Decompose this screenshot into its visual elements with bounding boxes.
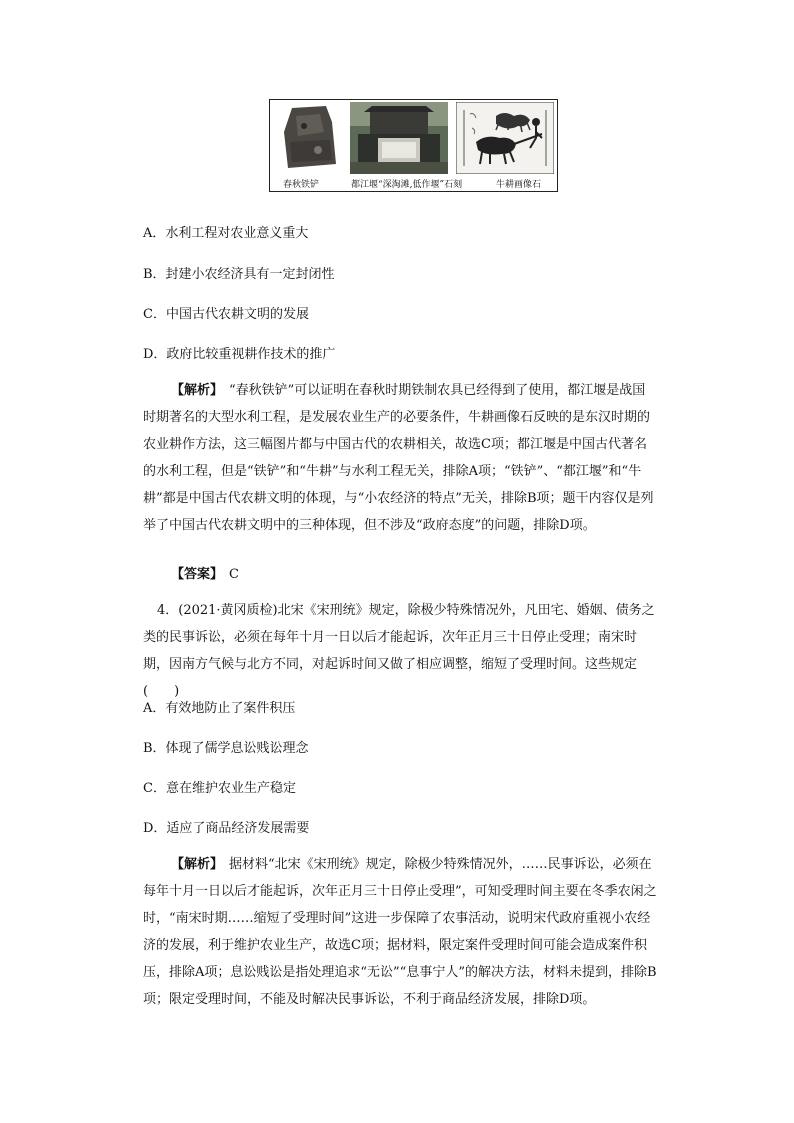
q3-answer <box>143 563 239 582</box>
q4-analysis <box>143 851 658 1013</box>
history-figure <box>269 99 558 192</box>
caption-dujiangyan: 都江堰“深淘滩,低作堰”石刻 <box>351 180 463 190</box>
q4-stem-text: 4．(2021·黄冈质检)北宋《宋刑统》规定，除极少特殊情况外，凡田宅、婚姻、债务之类的民事诉讼，必须在每年十月一日以后才能起诉，次年正月三十日停止受理；南宋时期，因南方气候与北方不同，对起诉时间又做了相应调整，缩短了受理时间。这些规定( ) <box>143 603 655 699</box>
q4-option-c: C．意在维护农业生产稳定 <box>143 781 296 796</box>
q4-stem <box>143 597 658 705</box>
q4-analysis-text: 据材料“北宋《宋刑统》规定，除极少特殊情况外，……民事诉讼，必须在每年十月一日以后才能起诉，次年正月三十日停止受理”，可知受理时间主要在冬季农闲之时，“南宋时期……缩短了受理时间”这进一步保障了农事活动，说明宋代政府重视小农经济的发展，利于维护农业生产，故选C项；据材料，限定案件受理时间可能会造成案件积压，排除A项；息讼贱讼是指处理追求“无讼”“息事宁人”的解决方法，材料未提到，排除B项；限定受理时间，不能及时解决民事诉讼，不利于商品经济发展，排除D项。 <box>143 857 657 1007</box>
q3-option-b: B．封建小农经济具有一定封闭性 <box>143 267 335 282</box>
ox-plowing-relief-image <box>456 102 554 174</box>
q3-answer-value: C <box>229 567 239 582</box>
q3-analysis-tag: 【解析】 <box>171 383 224 398</box>
q4-option-b: B．体现了儒学息讼贱讼理念 <box>143 741 309 756</box>
q3-option-a: A．水利工程对农业意义重大 <box>143 226 309 241</box>
iron-shovel-image <box>274 102 354 174</box>
q3-answer-tag: 【答案】 <box>171 567 224 582</box>
dujiangyan-carving-image <box>350 102 448 174</box>
q3-analysis <box>143 377 658 539</box>
q3-option-c: C．中国古代农耕文明的发展 <box>143 307 309 322</box>
q4-option-d: D．适应了商品经济发展需要 <box>143 821 310 836</box>
caption-iron-shovel: 春秋铁铲 <box>283 180 320 190</box>
caption-ox-plowing: 牛耕画像石 <box>496 180 542 190</box>
q4-option-a: A．有效地防止了案件积压 <box>143 701 296 716</box>
q4-analysis-tag: 【解析】 <box>171 857 224 872</box>
q3-analysis-text: “春秋铁铲”可以证明在春秋时期铁制农具已经得到了使用，都江堰是战国时期著名的大型水利工程，是发展农业生产的必要条件，牛耕画像石反映的是东汉时期的农业耕作方法，这三幅图片都与中国古代的农耕相关，故选C项；都江堰是中国古代著名的水利工程，但是“铁铲”和“牛耕”与水利工程无关，排除A项；“铁铲”、“都江堰”和“牛耕”都是中国古代农耕文明的体现，与“小农经济的特点”无关，排除B项；题干内容仅是列举了中国古代农耕文明中的三种体现，但不涉及“政府态度”的问题，排除D项。 <box>143 383 654 533</box>
q3-option-d: D．政府比较重视耕作技术的推广 <box>143 347 336 362</box>
